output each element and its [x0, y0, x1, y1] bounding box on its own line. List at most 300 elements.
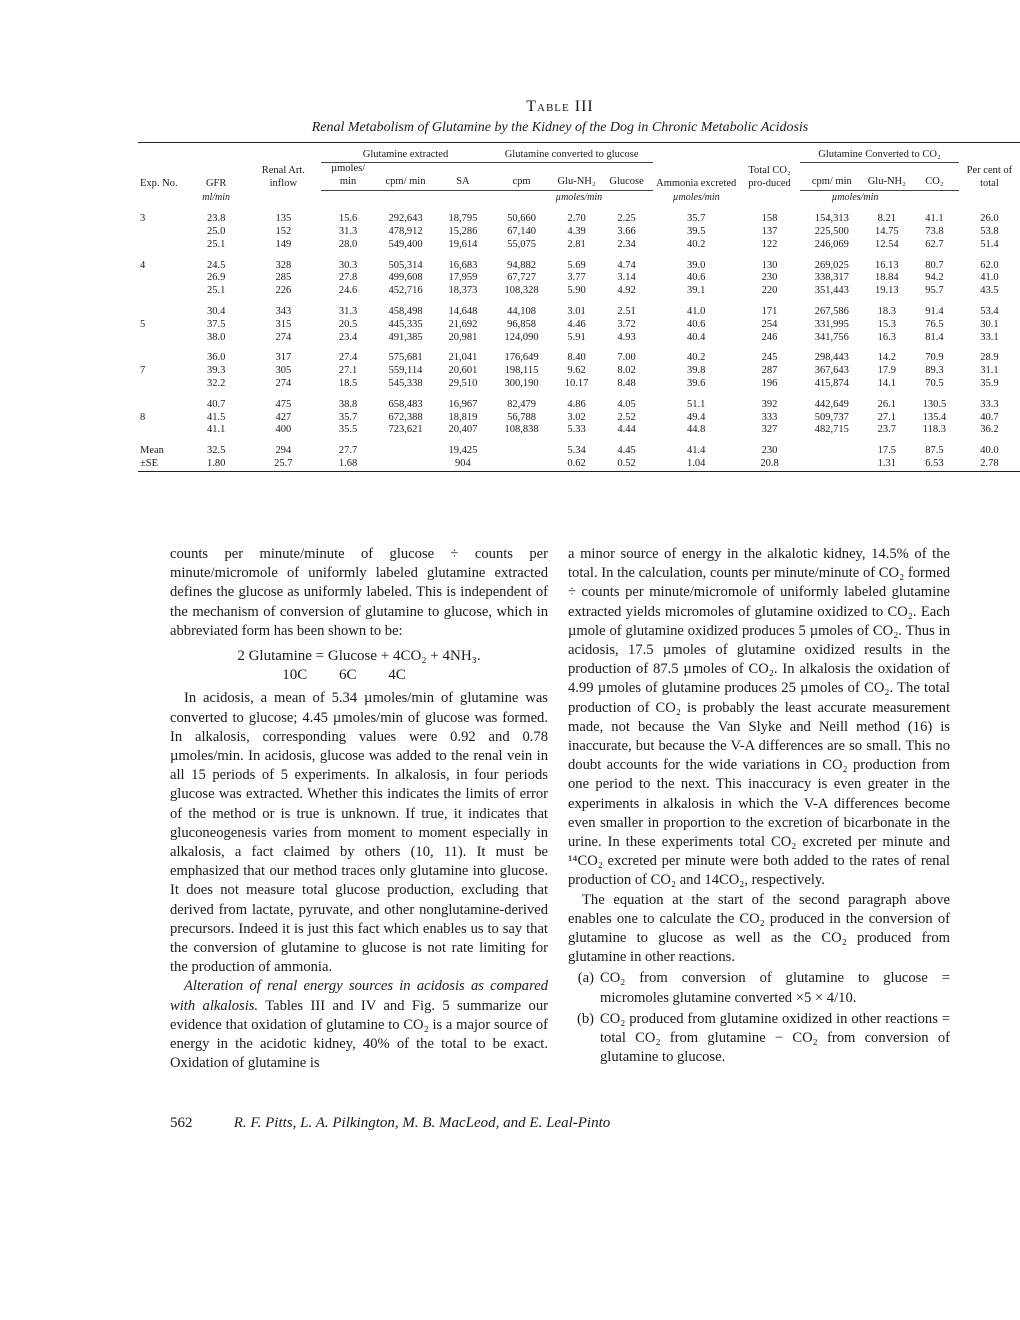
table-cell: 4.74 [617, 259, 636, 271]
table-cell: 40.7 [206, 398, 226, 410]
table-cell: 575,681 [388, 352, 423, 364]
list-item-a-text: CO₂ from conversion of glutamine to glucose = micromoles glutamine converted ×5 × 4/10. [600, 970, 950, 1006]
table-cell: 20,981 [448, 331, 478, 343]
table-row [138, 332, 1020, 345]
table-cell: 427 [275, 411, 292, 423]
summary-cell: 2.78 [959, 458, 1020, 471]
table-cell: 41.1 [206, 424, 226, 436]
table-cell: 305 [275, 365, 292, 377]
right-column [568, 545, 950, 1067]
table-cell: 196 [761, 377, 778, 389]
exp-number-cell [138, 239, 187, 252]
summary-cell [375, 458, 436, 471]
table-cell: 158 [761, 213, 778, 225]
table-cell: 18.3 [877, 305, 896, 317]
table-cell: 38.0 [206, 331, 226, 343]
table-cell: 39.3 [206, 365, 226, 377]
table-cell: 475 [275, 398, 292, 410]
table-cell: 41.0 [687, 305, 706, 317]
table-cell: 723,621 [388, 424, 423, 436]
table-cell: 30.3 [338, 259, 358, 271]
table-cell: 171 [761, 305, 778, 317]
table-cell: 315 [275, 318, 292, 330]
table-cell: 18.5 [338, 377, 358, 389]
table-cell: 4.05 [617, 398, 636, 410]
col-co2: CO₂ [910, 162, 959, 191]
table-cell: 343 [275, 305, 292, 317]
table-cell: 149 [275, 238, 292, 250]
table-cell: 33.3 [980, 398, 999, 410]
table-cell: 341,756 [814, 331, 849, 343]
table-cell: 21,041 [448, 352, 478, 364]
table-cell: 67,727 [507, 272, 536, 284]
table-cell: 2.51 [617, 305, 636, 317]
table-cell: 17.9 [877, 365, 896, 377]
table-cell: 18,373 [448, 285, 478, 297]
summary-cell: 294 [275, 445, 292, 457]
table-cell: 298,443 [814, 352, 849, 364]
table-cell: 25.0 [206, 225, 226, 237]
table-cell: 130 [761, 259, 778, 271]
table-cell: 5.91 [567, 331, 586, 343]
table-cell: 31.3 [338, 225, 358, 237]
left-column [170, 545, 548, 1073]
table-cell: 39.0 [687, 259, 706, 271]
exp-number-cell [138, 332, 187, 345]
table-cell: 16.13 [874, 259, 899, 271]
table-cell: 154,313 [814, 213, 849, 225]
summary-label: Mean [140, 445, 164, 457]
table-cell: 15,286 [448, 225, 478, 237]
summary-cell: 1.04 [653, 458, 739, 471]
col-cpm-min: cpm/ min [375, 162, 436, 191]
exp-number-cell [138, 378, 187, 391]
table-cell: 8.02 [617, 365, 636, 377]
table-cell: 482,715 [814, 424, 849, 436]
list-item-b [568, 1010, 950, 1068]
summary-cell: 0.62 [553, 458, 599, 471]
table-cell: 35.9 [980, 377, 999, 389]
table-row [138, 412, 1020, 425]
table-cell: 43.5 [980, 285, 999, 297]
table-cell: 27.1 [338, 365, 358, 377]
table-cell: 31.3 [338, 305, 358, 317]
table-cell: 108,328 [504, 285, 539, 297]
table-cell: 19.13 [874, 285, 899, 297]
summary-cell: 20.8 [739, 458, 800, 471]
table-cell: 27.1 [877, 411, 896, 423]
table-cell: 135.4 [922, 411, 947, 423]
summary-label: ±SE [138, 458, 187, 471]
col-glucose: Glucose [600, 162, 654, 191]
table-cell: 24.5 [206, 259, 226, 271]
exp-number-cell: 7 [140, 365, 146, 377]
table-cell: 509,737 [814, 411, 849, 423]
unit-ammonia: µmoles/min [672, 191, 720, 203]
summary-cell: 87.5 [925, 445, 944, 457]
table-cell: 269,025 [814, 259, 849, 271]
table-cell: 15.3 [877, 318, 896, 330]
table-cell: 287 [761, 365, 778, 377]
table-cell: 23.7 [877, 424, 896, 436]
table-cell: 300,190 [504, 377, 539, 389]
exp-number-cell [138, 344, 187, 365]
table-cell: 274 [275, 377, 292, 389]
equation-line-1: 2 Glutamine = Glucose + 4CO₂ + 4NH₃. [237, 648, 481, 665]
col-glu-nh2: Glu-NH₂ [553, 162, 599, 191]
table-cell: 10.17 [564, 377, 589, 389]
table-cell: 32.2 [206, 377, 226, 389]
table-cell: 62.0 [980, 259, 999, 271]
table-cell: 89.3 [925, 365, 944, 377]
table-cell: 17,959 [448, 272, 478, 284]
table-cell: 94.2 [925, 272, 944, 284]
table-cell: 70.9 [925, 352, 944, 364]
table-cell: 4.44 [617, 424, 636, 436]
table-cell: 53.8 [980, 225, 999, 237]
summary-cell: 32.5 [206, 445, 226, 457]
table-cell: 39.6 [687, 377, 706, 389]
table-cell: 8.40 [567, 352, 586, 364]
table-cell: 73.8 [925, 225, 944, 237]
summary-cell: 40.0 [980, 445, 999, 457]
table-cell: 338,317 [814, 272, 849, 284]
table-cell: 25.1 [206, 238, 226, 250]
col-co2-cpm-min: cpm/ min [800, 162, 864, 191]
table-cell: 49.4 [687, 411, 706, 423]
table-cell: 333 [761, 411, 778, 423]
table-body [138, 191, 1020, 471]
summary-cell [800, 437, 864, 458]
table-cell: 39.1 [687, 285, 706, 297]
table-cell: 2.25 [617, 213, 636, 225]
exp-number-cell [138, 391, 187, 412]
summary-cell: 6.53 [910, 458, 959, 471]
table-cell: 40.4 [687, 331, 706, 343]
table-cell: 50,660 [507, 213, 536, 225]
table-row [138, 378, 1020, 391]
table-cell: 549,400 [388, 238, 423, 250]
summary-cell: 0.52 [600, 458, 654, 471]
table-row [138, 424, 1020, 437]
summary-cell: 1.31 [864, 458, 910, 471]
table-row [138, 205, 1020, 226]
left-paragraph-3-text: Tables III and IV and Fig. 5 summarize our evidence that oxidation of glutamine to CO₂ is a major source of energy in the acidotic kidney, 40% of the total to be exact. Oxidation of glutamine is [170, 997, 549, 1072]
table-cell: 39.5 [687, 225, 706, 237]
col-gfr: GFR [205, 178, 227, 190]
col-sa: SA [436, 162, 490, 191]
table-cell: 28.0 [338, 238, 358, 250]
table-row [138, 272, 1020, 285]
col-per-cent: Per cent of total [966, 165, 1013, 190]
table-cell: 51.4 [980, 238, 999, 250]
col-cpm: cpm [490, 162, 554, 191]
table-cell: 3.72 [617, 318, 636, 330]
exp-number-cell [138, 272, 187, 285]
equation-line-2: 10C 6C 4C [282, 667, 406, 684]
right-paragraph-2: The equation at the start of the second paragraph above enables one to calculate the CO₂ produced in the conversion of glutamine to glucose as well as the CO₂ produced from glutamine in other reactions. [568, 891, 950, 966]
table-cell: 285 [275, 272, 292, 284]
table-cell: 9.62 [567, 365, 586, 377]
table-row [138, 285, 1020, 298]
table-cell: 26.0 [980, 213, 999, 225]
table-cell: 478,912 [388, 225, 423, 237]
unit-gfr: ml/min [202, 191, 231, 203]
table-cell: 62.7 [925, 238, 944, 250]
table-cell: 44.8 [687, 424, 706, 436]
list-item-a-label: (a) [577, 970, 594, 987]
table-cell: 198,115 [504, 365, 539, 377]
table-cell: 267,586 [814, 305, 849, 317]
table-cell: 14.75 [874, 225, 899, 237]
table-cell: 36.2 [980, 424, 999, 436]
table-cell: 36.0 [206, 352, 226, 364]
table-cell: 3.02 [567, 411, 586, 423]
table-cell: 82,479 [507, 398, 536, 410]
table-cell: 16,683 [448, 259, 478, 271]
table-cell: 76.5 [925, 318, 944, 330]
table-cell: 5.33 [567, 424, 586, 436]
table-cell: 292,643 [388, 213, 423, 225]
table-row [138, 226, 1020, 239]
table-cell: 415,874 [814, 377, 849, 389]
table-cell: 505,314 [388, 259, 423, 271]
table-cell: 4.46 [567, 318, 586, 330]
table-cell: 27.4 [338, 352, 358, 364]
table-cell: 18,795 [448, 213, 478, 225]
list-item-b-label: (b) [576, 1010, 594, 1027]
table-cell: 4.92 [617, 285, 636, 297]
table-cell: 18.84 [874, 272, 899, 284]
table-cell: 3.77 [567, 272, 586, 284]
table-caption: Renal Metabolism of Glutamine by the Kidney of the Dog in Chronic Metabolic Acidosis [311, 120, 809, 135]
table-row [138, 391, 1020, 412]
table-cell: 26.9 [206, 272, 226, 284]
table-cell: 27.8 [338, 272, 358, 284]
table-cell: 254 [761, 318, 778, 330]
table-cell: 25.1 [206, 285, 226, 297]
table-cell: 20.5 [338, 318, 358, 330]
col-umoles-min: µmoles/ min [321, 162, 375, 191]
left-paragraph-2: In acidosis, a mean of 5.34 µmoles/min of glutamine was converted to glucose; 4.45 µmoles/min of glucose was formed. In alkalosis, corresponding values were 0.92 and 0.78 µmoles/min. In acidosis, glucose was added to the renal vein in all 15 periods of 5 experiments. In alkalosis, in four periods glucose was extracted. Whether this indicates the limits of error of the method or is true is unknown. If true, it indicates that gluconeogenesis varies from moment to moment especially in alkalosis, a fact claimed by others (10, 11). It must be emphasized that our method traces only glutamine into glucose. It does not measure total glucose production, excluding that derived from lactate, pyruvate, and other nonglutamine-derived precursors. Indeed it is just this fact which enables us to say that the conversion of glutamine to glucose is not rate limiting for the production of ammonia. [170, 690, 548, 976]
col-total-co2: Total CO₂ pro-duced [748, 165, 791, 190]
table-cell: 67,140 [507, 225, 536, 237]
unit-co2: µmoles/min [831, 192, 879, 204]
table-cell: 40.2 [687, 238, 706, 250]
summary-cell [490, 458, 554, 471]
table-cell: 23.8 [206, 213, 226, 225]
table-cell: 14,648 [448, 305, 478, 317]
table-cell: 135 [275, 213, 292, 225]
summary-cell: 1.80 [187, 458, 246, 471]
table-cell: 23.4 [338, 331, 358, 343]
right-paragraph-1: a minor source of energy in the alkalotic kidney, 14.5% of the total. In the calculation, counts per minute/minute of CO₂ formed ÷ counts per minute/micromole of uniformly labeled glutamine extracted yields micromoles of glutamine oxidized to CO₂. Each µmole of glutamine oxidized produces 5 µmoles of CO₂. Thus in acidosis, 17.5 µmoles of glutamine oxidized results in the production of 87.5 µmoles of CO₂. In alkalosis the oxidation of 4.99 µmoles of glutamine produces 25 µmoles of CO₂. The total production of CO₂ is probably the least accurate measurement made, not because the Van Slyke and Neill method (16) is inaccurate, but because the V-A differences are so small. This no doubt accounts for the wide variations in CO₂ production from one period to the next. This inaccuracy is even greater in the experiments in alkalosis in which the V-A differences become even smaller in proportion to the excretion of bicarbonate in the urine. In these experiments total CO₂ excreted per minute and ¹⁴CO₂ excreted per minute were both added to the rates of renal production of CO₂ and 14CO₂, respectively. [568, 546, 950, 889]
table-cell: 458,498 [388, 305, 423, 317]
summary-cell [375, 437, 436, 458]
table-cell: 4.86 [567, 398, 586, 410]
table-cell: 19,614 [448, 238, 478, 250]
summary-cell: 27.7 [338, 445, 358, 457]
table-cell: 351,443 [814, 285, 849, 297]
page-footer [170, 1115, 610, 1132]
equation [170, 647, 548, 685]
summary-cell [800, 458, 864, 471]
col-renal-art: Renal Art. inflow [261, 165, 305, 190]
summary-cell: 25.7 [245, 458, 321, 471]
table-cell: 29,510 [448, 377, 478, 389]
table-cell: 220 [761, 285, 778, 297]
table-cell: 40.6 [687, 318, 706, 330]
table-cell: 3.01 [567, 305, 586, 317]
table-cell: 35.7 [338, 411, 358, 423]
col-exp-no: Exp. No. [140, 178, 178, 190]
table-cell: 70.5 [925, 377, 944, 389]
summary-cell: 1.68 [321, 458, 375, 471]
table-cell: 246 [761, 331, 778, 343]
data-table [138, 142, 1020, 472]
table-cell: 2.52 [617, 411, 636, 423]
table-cell: 2.81 [567, 238, 586, 250]
table-cell: 56,788 [507, 411, 536, 423]
table-cell: 3.66 [617, 225, 636, 237]
table-cell: 26.1 [877, 398, 896, 410]
table-row [138, 239, 1020, 252]
table-cell: 400 [275, 424, 292, 436]
table-cell: 225,500 [814, 225, 849, 237]
left-paragraph-1: counts per minute/minute of glucose ÷ counts per minute/micromole of uniformly labeled glutamine extracted defines the glucose as uniformly labeled. This is independent of the mechanism of conversion of glutamine to glucose, which in abbreviated form has been shown to be: [170, 546, 548, 639]
summary-cell: 4.45 [617, 445, 636, 457]
table-cell: 452,716 [388, 285, 423, 297]
table-cell: 24.6 [338, 285, 358, 297]
col-ammonia: Ammonia excreted [656, 178, 737, 190]
table-cell: 559,114 [388, 365, 423, 377]
table-cell: 545,338 [388, 377, 423, 389]
table-cell: 41.5 [206, 411, 226, 423]
table-cell: 226 [275, 285, 292, 297]
table-cell: 274 [275, 331, 292, 343]
summary-cell: 230 [761, 445, 778, 457]
table-cell: 7.00 [617, 352, 636, 364]
exp-number-cell [138, 298, 187, 319]
table-cell: 33.1 [980, 331, 999, 343]
table-cell: 5.69 [567, 259, 586, 271]
unit-glucose: µmoles/min [555, 192, 603, 204]
table-cell: 39.8 [687, 365, 706, 377]
col-co2-glu-nh2: Glu-NH₂ [864, 162, 910, 191]
table-cell: 40.2 [687, 352, 706, 364]
table-cell: 4.93 [617, 331, 636, 343]
table-cell: 20,601 [448, 365, 478, 377]
exp-number-cell [138, 424, 187, 437]
table-cell: 37.5 [206, 318, 226, 330]
table-cell: 35.7 [687, 213, 706, 225]
table-cell: 2.34 [617, 238, 636, 250]
table-cell: 40.7 [980, 411, 999, 423]
table-row [138, 344, 1020, 365]
table-cell: 14.2 [877, 352, 896, 364]
group-converted-to-glucose: Glutamine converted to glucose [490, 143, 654, 163]
table-cell: 14.1 [877, 377, 896, 389]
table-row [138, 319, 1020, 332]
table-cell: 28.9 [980, 352, 999, 364]
table-cell: 672,388 [388, 411, 423, 423]
table-title: Table III [526, 98, 594, 115]
table-row [138, 252, 1020, 273]
table-cell: 392 [761, 398, 778, 410]
table-cell: 122 [761, 238, 778, 250]
footer-authors: R. F. Pitts, L. A. Pilkington, M. B. MacLeod, and E. Leal-Pinto [233, 1115, 611, 1131]
se-row [138, 458, 1020, 471]
summary-cell [490, 437, 554, 458]
summary-cell: 17.5 [877, 445, 896, 457]
table-cell: 4.39 [567, 225, 586, 237]
table-cell: 245 [761, 352, 778, 364]
exp-number-cell [138, 226, 187, 239]
section-heading: Alteration of renal energy sources in acidosis as compared with alkalosis. [170, 978, 548, 1014]
table-cell: 658,483 [388, 398, 423, 410]
table-cell: 3.14 [617, 272, 636, 284]
table-cell: 95.7 [925, 285, 944, 297]
table-cell: 8.48 [617, 377, 636, 389]
table-cell: 20,407 [448, 424, 478, 436]
table-cell: 137 [761, 225, 778, 237]
table-cell: 2.70 [567, 213, 586, 225]
table-cell: 317 [275, 352, 292, 364]
table-cell: 15.6 [338, 213, 358, 225]
table-cell: 12.54 [874, 238, 899, 250]
exp-number-cell: 3 [140, 213, 146, 225]
table-cell: 8.21 [877, 213, 896, 225]
list-item-a [568, 969, 950, 1007]
table-cell: 328 [275, 259, 292, 271]
table-cell: 230 [761, 272, 778, 284]
table-row [138, 298, 1020, 319]
table-cell: 327 [761, 424, 778, 436]
table-cell: 94,882 [507, 259, 536, 271]
table-cell: 16,967 [448, 398, 478, 410]
table-cell: 35.5 [338, 424, 358, 436]
table-row [138, 365, 1020, 378]
table-cell: 51.1 [687, 398, 706, 410]
exp-number-cell: 5 [140, 318, 146, 330]
summary-cell: 904 [436, 458, 490, 471]
summary-cell: 19,425 [448, 445, 478, 457]
group-converted-to-co2: Glutamine Converted to CO₂ [800, 143, 959, 163]
table-cell: 31.1 [980, 365, 999, 377]
table-cell: 21,692 [448, 318, 478, 330]
table-cell: 96,858 [507, 318, 536, 330]
table-cell: 108,838 [504, 424, 539, 436]
table-cell: 18,819 [448, 411, 478, 423]
table-cell: 491,385 [388, 331, 423, 343]
exp-number-cell [138, 285, 187, 298]
group-glutamine-extracted: Glutamine extracted [321, 143, 490, 163]
table-cell: 53.4 [980, 305, 999, 317]
table-cell: 38.8 [338, 398, 358, 410]
units-row [138, 191, 1020, 205]
table-cell: 41.1 [925, 213, 944, 225]
list-item-b-text: CO₂ produced from glutamine oxidized in other reactions = total CO₂ from glutamine − CO₂ from conversion of glutamine to glucose. [600, 1010, 950, 1066]
table-cell: 118.3 [922, 424, 947, 436]
mean-row [138, 437, 1020, 458]
table-cell: 130.5 [922, 398, 947, 410]
table-cell: 55,075 [507, 238, 536, 250]
table-cell: 499,608 [388, 272, 423, 284]
table-cell: 442,649 [814, 398, 849, 410]
table-cell: 40.6 [687, 272, 706, 284]
table-cell: 367,643 [814, 365, 849, 377]
summary-cell: 5.34 [567, 445, 586, 457]
